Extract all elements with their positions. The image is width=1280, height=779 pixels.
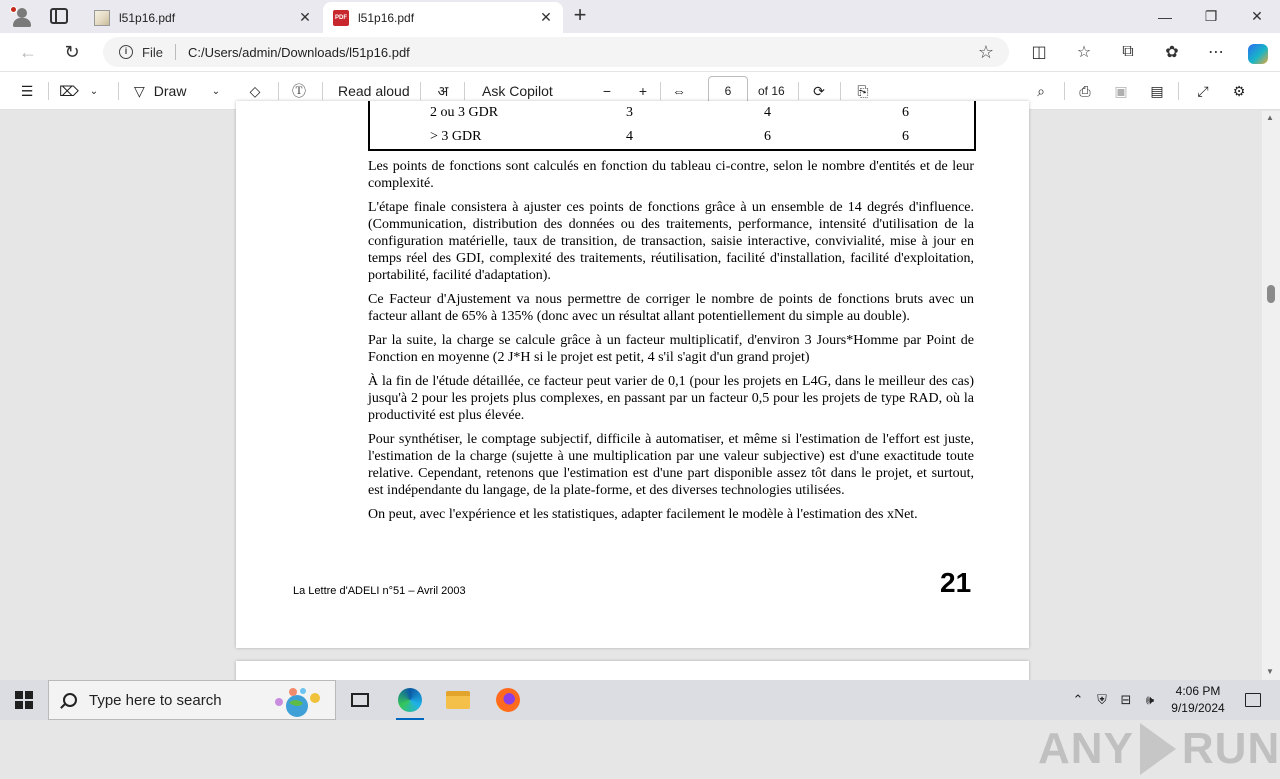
watermark-text: ANY [1038, 724, 1134, 773]
rotate-icon[interactable]: ⟳ [813, 82, 825, 99]
divider [464, 82, 465, 100]
divider [840, 82, 841, 100]
clock[interactable] [1160, 683, 1236, 717]
refresh-button[interactable]: ↻ [64, 41, 80, 62]
search-icon[interactable]: ⌕ [1037, 82, 1045, 99]
task-view-button[interactable] [336, 680, 384, 720]
tab-title: l51p16.pdf [119, 10, 176, 25]
paragraph: Pour synthétiser, le comptage subjectif, difficile à automatiser, et même si l'estimation de l'effort est juste, l'estimation de la charge (sujette à une multiplication par une valeur subjective) est d'une exactitude toute relative. Cependant, retenons que l'estimation est d'une part disponible assez tôt dans le projet, et surtout, est indépendante du langage, de la plate-forme, et des diverses technologies utilisées. [368, 432, 974, 498]
translate-icon[interactable]: अ [437, 82, 449, 99]
close-tab-icon[interactable]: ✕ [540, 9, 552, 25]
divider [1178, 82, 1179, 100]
info-icon[interactable]: i [119, 45, 133, 59]
scroll-up-icon[interactable]: ▲ [1266, 113, 1274, 122]
paragraph: Par la suite, la charge se calcule grâce à un facteur multiplicatif, d'environ 3 Jours*Homme par Point de Fonction en moyenne (2 J*H si le projet est petit, 4 s'il s'agit d'un grand projet) [368, 333, 974, 365]
taskbar-edge[interactable] [386, 680, 434, 720]
divider [798, 82, 799, 100]
page-number-input[interactable]: 6 [708, 76, 748, 106]
paragraph: L'étape finale consistera à ajuster ces points de fonctions grâce à un ensemble de 14 degrés d'influence. (Communication, distribution des données ou des traitements, performance, intensité d'utilisation de la configuration matérielle, taux de transition, de transaction, saisie interactive, convivialité, mise à jour en temps réel des GDI, complexité des traitements, réutilisation, facilité d'installation, facilité d'exploitation, portabilité, facilité d'adaptation). [368, 200, 974, 283]
zoom-out-icon[interactable]: − [602, 83, 612, 99]
divider [48, 82, 49, 100]
divider [322, 82, 323, 100]
zoom-in-icon[interactable]: + [638, 83, 648, 99]
profile-avatar-icon[interactable] [10, 6, 34, 28]
highlight-icon[interactable]: ⌦ [59, 82, 79, 99]
draw-button[interactable] [134, 78, 186, 104]
clock-date: 9/19/2024 [1171, 701, 1225, 715]
complexity-table [368, 101, 976, 151]
scheme-label: File [142, 44, 163, 60]
chevron-down-icon[interactable]: ⌄ [211, 85, 221, 97]
eraser-icon[interactable]: ◇ [249, 82, 261, 99]
tab-title: l51p16.pdf [358, 10, 415, 25]
page-footer: La Lettre d'ADELI n°51 – Avril 2003 [293, 585, 466, 597]
collections-icon[interactable]: ⧉ [1122, 43, 1134, 60]
table-cell: > 3 GDR [430, 129, 482, 144]
table-cell: 6 [902, 129, 909, 144]
new-tab-button[interactable]: + [573, 2, 587, 27]
page-view-icon[interactable]: ⎘ [857, 82, 869, 99]
page-number: 21 [940, 567, 972, 598]
text-box-icon[interactable]: Ⓣ [292, 83, 306, 99]
save-as-icon[interactable]: ▤ [1150, 82, 1164, 99]
taskbar-search[interactable] [48, 680, 336, 720]
table-cell: 6 [902, 105, 909, 120]
draw-icon: ▽ [134, 82, 145, 99]
edge-icon [398, 688, 422, 712]
tab-actions-icon[interactable] [50, 8, 68, 24]
scroll-thumb[interactable] [1267, 285, 1275, 303]
close-tab-icon[interactable]: ✕ [299, 9, 311, 25]
page-total: of 16 [758, 84, 785, 98]
folder-icon [446, 691, 470, 709]
security-icon[interactable]: ⛨ [1097, 692, 1107, 707]
divider [278, 82, 279, 100]
volume-icon[interactable]: 🕪 [1145, 692, 1155, 707]
fit-width-icon[interactable]: ⇔ [672, 83, 686, 99]
scroll-down-icon[interactable]: ▼ [1266, 667, 1274, 676]
notification-icon [1245, 693, 1261, 707]
search-icon [63, 693, 77, 707]
contents-icon[interactable]: ☰ [20, 82, 34, 99]
task-view-icon [351, 693, 369, 707]
clock-time: 4:06 PM [1175, 684, 1221, 698]
vertical-scrollbar[interactable] [1262, 111, 1280, 680]
more-menu-icon[interactable]: ⋯ [1208, 44, 1224, 61]
close-window-button[interactable]: ✕ [1251, 8, 1263, 24]
divider [175, 44, 176, 60]
chevron-up-icon[interactable]: ⌃ [1072, 692, 1084, 707]
table-cell: 4 [626, 129, 633, 144]
table-cell: 4 [764, 105, 771, 120]
body-text [368, 158, 974, 530]
image-thumbnail-icon [94, 10, 110, 26]
url-text[interactable]: C:/Users/admin/Downloads/l51p16.pdf [187, 44, 410, 60]
draw-label: Draw [153, 83, 187, 99]
notifications-button[interactable] [1236, 680, 1270, 720]
paragraph: Les points de fonctions sont calculés en fonction du tableau ci-contre, selon le nombre d'entités et de leur complexité. [368, 159, 974, 191]
print-icon[interactable]: ⎙ [1079, 82, 1091, 99]
split-screen-icon[interactable]: ◫ [1031, 44, 1047, 61]
taskbar-firefox[interactable] [484, 680, 532, 720]
firefox-icon [496, 688, 520, 712]
extensions-icon[interactable]: ✿ [1165, 44, 1179, 61]
start-button[interactable] [0, 680, 48, 720]
paragraph: À la fin de l'étude détaillée, ce facteur peut varier de 0,1 (pour les projets en L4G, dans le meilleur des cas) jusqu'à 2 pour les projets plus complexes, en passant par un facteur 0,5 pour les projets de type RAD, où la productivité est plus élevée. [368, 374, 974, 423]
pdf-page [236, 101, 1029, 648]
tab-active[interactable] [323, 2, 563, 33]
copilot-icon[interactable] [1242, 38, 1270, 66]
paragraph: Ce Facteur d'Ajustement va nous permettre de corriger le nombre de points de fonctions bruts avec un facteur allant de 65% à 135% (donc avec un résultat allant potentiellement du simple au double). [368, 292, 974, 324]
divider [660, 82, 661, 100]
address-bar [0, 33, 1280, 71]
table-cell: 3 [626, 105, 633, 120]
divider [1064, 82, 1065, 100]
fullscreen-icon[interactable]: ⤢ [1197, 82, 1209, 99]
watermark-text: RUN [1181, 724, 1280, 773]
omnibox[interactable] [103, 37, 1009, 67]
title-bar [0, 0, 1280, 33]
taskbar-file-explorer[interactable] [434, 680, 482, 720]
taskbar [0, 680, 1280, 720]
settings-gear-icon[interactable]: ⚙ [1232, 82, 1246, 99]
table-row [370, 105, 974, 125]
table-row [370, 129, 974, 149]
table-cell: 6 [764, 129, 771, 144]
pdf-icon: PDF [333, 10, 349, 26]
divider [118, 82, 119, 100]
anyrun-watermark-logo [1038, 719, 1280, 779]
play-icon [1140, 723, 1176, 775]
restore-button[interactable]: ❐ [1204, 8, 1218, 24]
tab-inactive[interactable] [84, 2, 322, 33]
ask-copilot-label: Ask Copilot [482, 83, 553, 99]
minimize-button[interactable]: — [1158, 8, 1172, 25]
search-highlight-icon [267, 686, 327, 716]
save-icon[interactable]: ▣ [1114, 82, 1128, 99]
favorite-star-icon[interactable]: ☆ [977, 41, 995, 62]
search-placeholder: Type here to search [89, 691, 222, 709]
chevron-down-icon[interactable]: ⌄ [89, 85, 99, 97]
back-button[interactable]: ← [19, 41, 37, 62]
paragraph: On peut, avec l'expérience et les statistiques, adapter facilement le modèle à l'estimation des xNet. [368, 507, 918, 522]
divider [420, 82, 421, 100]
read-aloud-label: Read aloud [338, 83, 410, 99]
table-cell: 2 ou 3 GDR [430, 105, 499, 120]
windows-logo-icon [15, 691, 33, 709]
network-icon[interactable]: ⊟ [1120, 692, 1132, 707]
favorites-icon[interactable]: ☆ [1076, 44, 1092, 61]
